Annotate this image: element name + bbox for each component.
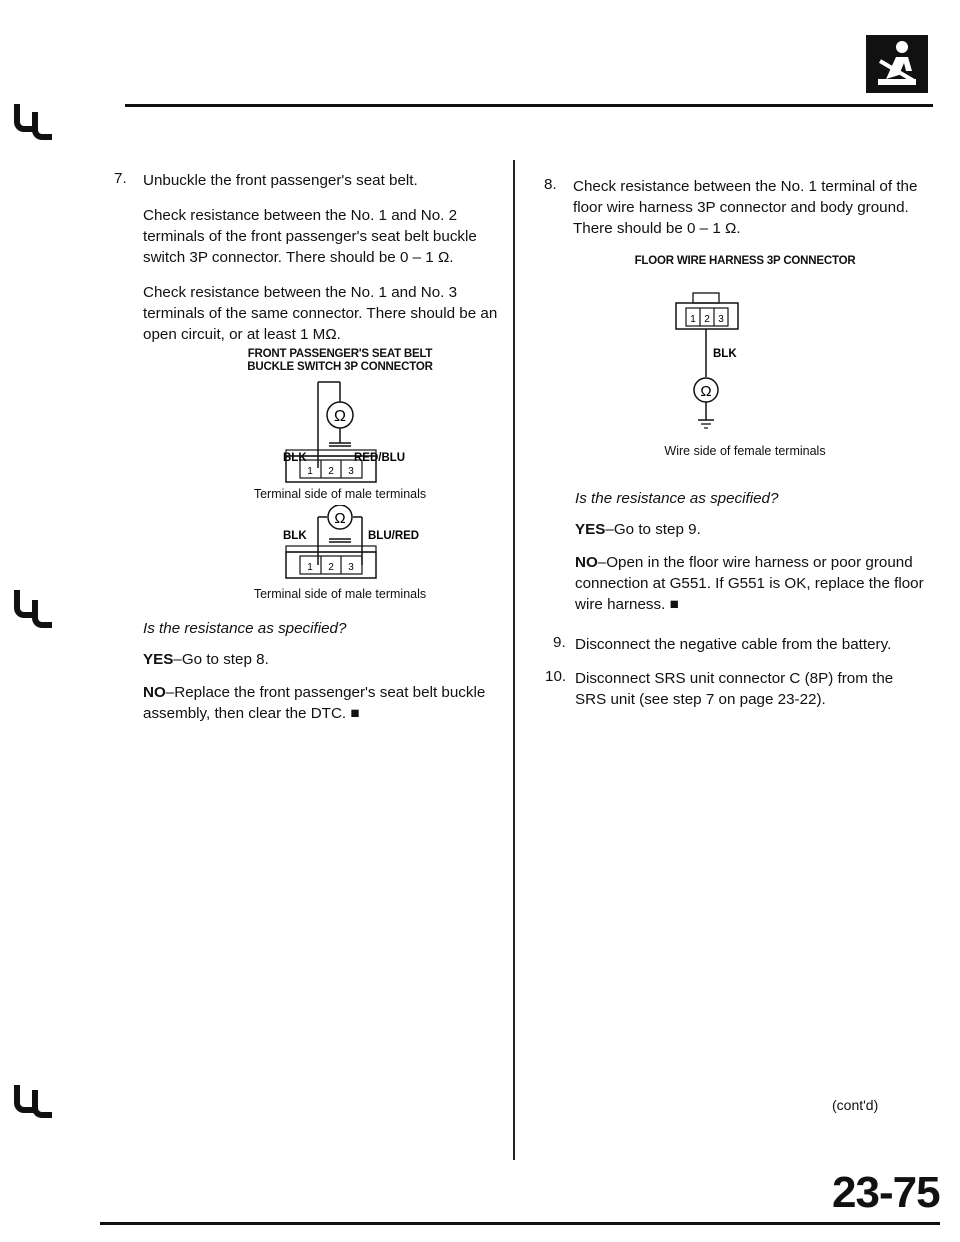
floor-harness-connector-diagram — [670, 285, 790, 435]
floor-harness-caption: Wire side of female terminals — [664, 444, 826, 458]
step-8 — [544, 176, 923, 239]
wire-color-right: BLU/RED — [368, 530, 420, 542]
end-mark: ■ — [350, 705, 360, 722]
page-number: 23-75 — [832, 1168, 940, 1217]
step-number: 10. — [545, 668, 567, 685]
wire-color-right: RED/BLU — [354, 452, 406, 464]
step-number: 7. — [114, 170, 127, 187]
wire-color: BLK — [713, 348, 737, 360]
step-7-no: NO–Replace the front passenger's seat belt buckle assembly, then clear the DTC. ■ — [143, 684, 486, 722]
step-8-instruction: Check resistance between the No. 1 terminal of the floor wire harness 3P connector and body ground. There should be 0 – 1 Ω. — [573, 178, 918, 237]
step-8-result — [575, 490, 925, 615]
footer-rule — [100, 1222, 940, 1225]
terminal-1: 1 — [307, 562, 313, 573]
step-number: 9. — [553, 634, 566, 651]
binding-mark — [14, 1085, 34, 1113]
binding-mark — [32, 600, 52, 628]
step-8-yes: YES–Go to step 9. — [575, 521, 701, 538]
header-rule — [125, 104, 933, 107]
end-mark: ■ — [669, 596, 679, 613]
step-7-paragraph-1: Check resistance between the No. 1 and No. 2 terminals of the front passenger's seat belt buckle switch 3P connector. There should be 0 – 1 Ω. — [143, 207, 477, 266]
column-divider — [513, 160, 515, 1160]
step-9 — [553, 634, 925, 655]
terminal-3: 3 — [348, 466, 354, 477]
step-7-question: Is the resistance as specified? — [143, 620, 347, 637]
binding-mark — [32, 1090, 52, 1118]
diagram-2-caption: Terminal side of male terminals — [253, 587, 427, 601]
binding-mark — [14, 590, 34, 618]
step-9-instruction: Disconnect the negative cable from the battery. — [575, 636, 892, 653]
terminal-1: 1 — [690, 314, 696, 325]
step-10 — [545, 668, 925, 710]
seat-belt-icon — [866, 35, 928, 93]
terminal-2: 2 — [328, 466, 334, 477]
continued-label: (cont'd) — [832, 1097, 879, 1113]
ohm-symbol: Ω — [334, 408, 346, 425]
terminal-1: 1 — [307, 466, 313, 477]
diagram-1-caption: Terminal side of male terminals — [253, 487, 427, 501]
step-7-paragraph-2: Check resistance between the No. 1 and No. 3 terminals of the same connector. There should be an open circuit, or at least 1 MΩ. — [143, 284, 498, 343]
terminal-3: 3 — [348, 562, 354, 573]
step-7-yes: YES–Go to step 8. — [143, 651, 269, 668]
step-8-no: NO–Open in the floor wire harness or poor ground connection at G551. If G551 is OK, replace the floor wire harness. ■ — [575, 554, 924, 613]
binding-mark — [32, 112, 52, 140]
buckle-switch-connector-diagram-2 — [250, 505, 430, 585]
binding-mark — [14, 104, 34, 132]
step-7-result — [143, 620, 508, 724]
step-7 — [114, 170, 503, 345]
step-7-instruction: Unbuckle the front passenger's seat belt. — [143, 172, 418, 189]
diagram-title-floor-harness: FLOOR WIRE HARNESS 3P CONNECTOR — [634, 255, 856, 267]
ohm-symbol: Ω — [334, 510, 346, 527]
wire-color-left: BLK — [283, 530, 307, 542]
terminal-2: 2 — [704, 314, 710, 325]
ground-icon — [698, 420, 714, 428]
buckle-switch-connector-diagram-1 — [250, 380, 430, 485]
step-number: 8. — [544, 176, 557, 193]
diagram-title-buckle-switch: FRONT PASSENGER'S SEAT BELT BUCKLE SWITCH 3P CONNECTOR — [247, 348, 433, 373]
ohm-symbol: Ω — [700, 383, 712, 400]
step-8-question: Is the resistance as specified? — [575, 490, 779, 507]
step-10-instruction: Disconnect SRS unit connector C (8P) from the SRS unit (see step 7 on page 23-22). — [575, 670, 894, 708]
terminal-3: 3 — [718, 314, 724, 325]
terminal-2: 2 — [328, 562, 334, 573]
wire-color-left: BLK — [283, 452, 307, 464]
